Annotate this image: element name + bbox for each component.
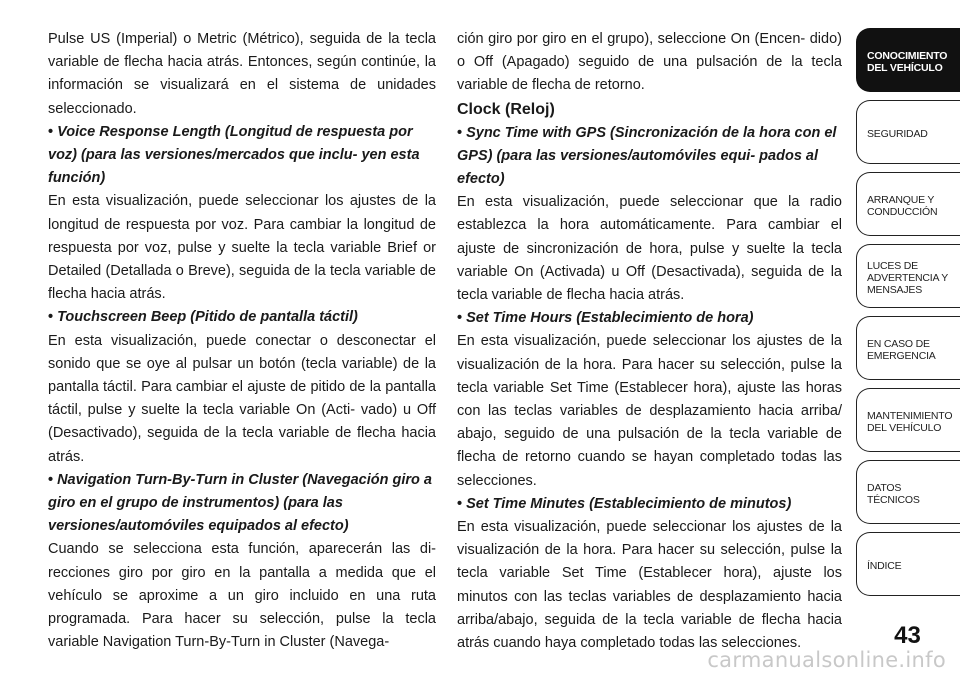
bullet-icon: • bbox=[457, 310, 463, 327]
paragraph: En esta visualización, puede seleccionar los ajustes de la longitud de respuesta por voz. Para cambiar la longitud de respuesta por voz, pulse y suelte la tecla variable Brief or Detailed (Detallada o Breve), seguida de la tecla variable de flecha hacia atrás. bbox=[48, 193, 436, 303]
bullet-icon: • bbox=[457, 124, 463, 141]
tab-datos-tecnicos[interactable]: DATOS TÉCNICOS bbox=[856, 460, 960, 524]
chapter-tabs bbox=[856, 28, 960, 604]
right-column bbox=[457, 28, 842, 655]
left-column bbox=[48, 28, 436, 654]
page-number: 43 bbox=[894, 622, 921, 649]
tab-conocimiento-vehiculo[interactable]: CONOCIMIENTO DEL VEHÍCULO bbox=[856, 28, 960, 92]
paragraph: En esta visualización, puede seleccionar los ajustes de la visualización de la hora. Para hacer su selección, pulse la tecla variable Set Time (Establecer hora), ajuste las horas con las teclas variables de desplazamiento hacia arriba/ abajo, seguido de una pulsación de la tecla variable de flecha de retorno cuando se hayan completado todas las selecciones. bbox=[457, 333, 842, 489]
bullet-icon: • bbox=[48, 123, 54, 140]
paragraph: En esta visualización, puede conectar o desconectar el sonido que se oye al pulsar un botón (tecla variable) de la pantalla táctil. Para cambiar el ajuste de pitido de la pantalla táctil, pulse y suelte la tecla variable On (Acti- vado) u Off (Desactivado), seguida de la tecla variable de flecha hacia atrás. bbox=[48, 332, 436, 465]
paragraph: En esta visualización, puede seleccionar los ajustes de la visualización de la hora. Para hacer su selección, pulse la tecla variable Set Time (Establecer hora), ajuste los minutos con las teclas variables de desplazamiento hacia arriba/abajo, seguida de la tecla variable de flecha hacia atrás cuando haya completado todas las selecciones. bbox=[457, 519, 842, 652]
paragraph: ción giro por giro en el grupo), seleccione On (Encen- dido) o Off (Apagado) seguido de una pulsación de la tecla variable de flecha de retorno. bbox=[457, 31, 842, 94]
tab-emergencia[interactable]: EN CASO DE EMERGENCIA bbox=[856, 316, 960, 380]
tab-luces-advertencia[interactable]: LUCES DE ADVERTENCIA Y MENSAJES bbox=[856, 244, 960, 308]
tab-seguridad[interactable]: SEGURIDAD bbox=[856, 100, 960, 164]
bullet-icon: • bbox=[48, 309, 54, 326]
paragraph: Cuando se selecciona esta función, aparecerán las di- recciones giro por giro en la pantalla a medida que el vehículo se aproxime a un giro incluido en una ruta programada. Para hacer su selección, pulse la tecla variable Navigation Turn-By-Turn in Cluster (Navega- bbox=[48, 541, 436, 651]
set-time-minutes-title: • Set Time Minutes (Establecimiento de minutos) bbox=[457, 495, 792, 512]
paragraph: En esta visualización, puede seleccionar que la radio establezca la hora automáticamente. Para cambiar el ajuste de sincronización de hora, pulse y suelte la tecla variable On (Activada) u Off (Desactivada), seguida de la tecla variable de flecha hacia atrás. bbox=[457, 194, 842, 304]
set-time-hours-title: • Set Time Hours (Establecimiento de hora) bbox=[457, 310, 754, 327]
voice-response-length-title: • Voice Response Length (Longitud de respuesta por voz) (para las versiones/mercados que inclu- yen esta función) bbox=[48, 123, 420, 187]
sync-time-gps-title: • Sync Time with GPS (Sincronización de la hora con el GPS) (para las versiones/automóviles equi- pados al efecto) bbox=[457, 124, 837, 188]
bullet-icon: • bbox=[457, 495, 463, 512]
tab-arranque-conduccion[interactable]: ARRANQUE Y CONDUCCIÓN bbox=[856, 172, 960, 236]
watermark: carmanualsonline.info bbox=[707, 648, 946, 672]
paragraph: Pulse US (Imperial) o Metric (Métrico), seguida de la tecla variable de flecha hacia atrás. Entonces, según continúe, la información se visualizará en el sistema de unidades seleccionado. bbox=[48, 31, 436, 117]
bullet-icon: • bbox=[48, 471, 54, 488]
tab-indice[interactable]: ÍNDICE bbox=[856, 532, 960, 596]
touchscreen-beep-title: • Touchscreen Beep (Pitido de pantalla táctil) bbox=[48, 309, 358, 326]
tab-mantenimiento[interactable]: MANTENIMIENTO DEL VEHÍCULO bbox=[856, 388, 960, 452]
navigation-turn-by-turn-title: • Navigation Turn-By-Turn in Cluster (Navegación giro a giro en el grupo de instrumentos) (para las versiones/automóviles equipados al efecto) bbox=[48, 471, 432, 535]
clock-heading: Clock (Reloj) bbox=[457, 100, 555, 118]
